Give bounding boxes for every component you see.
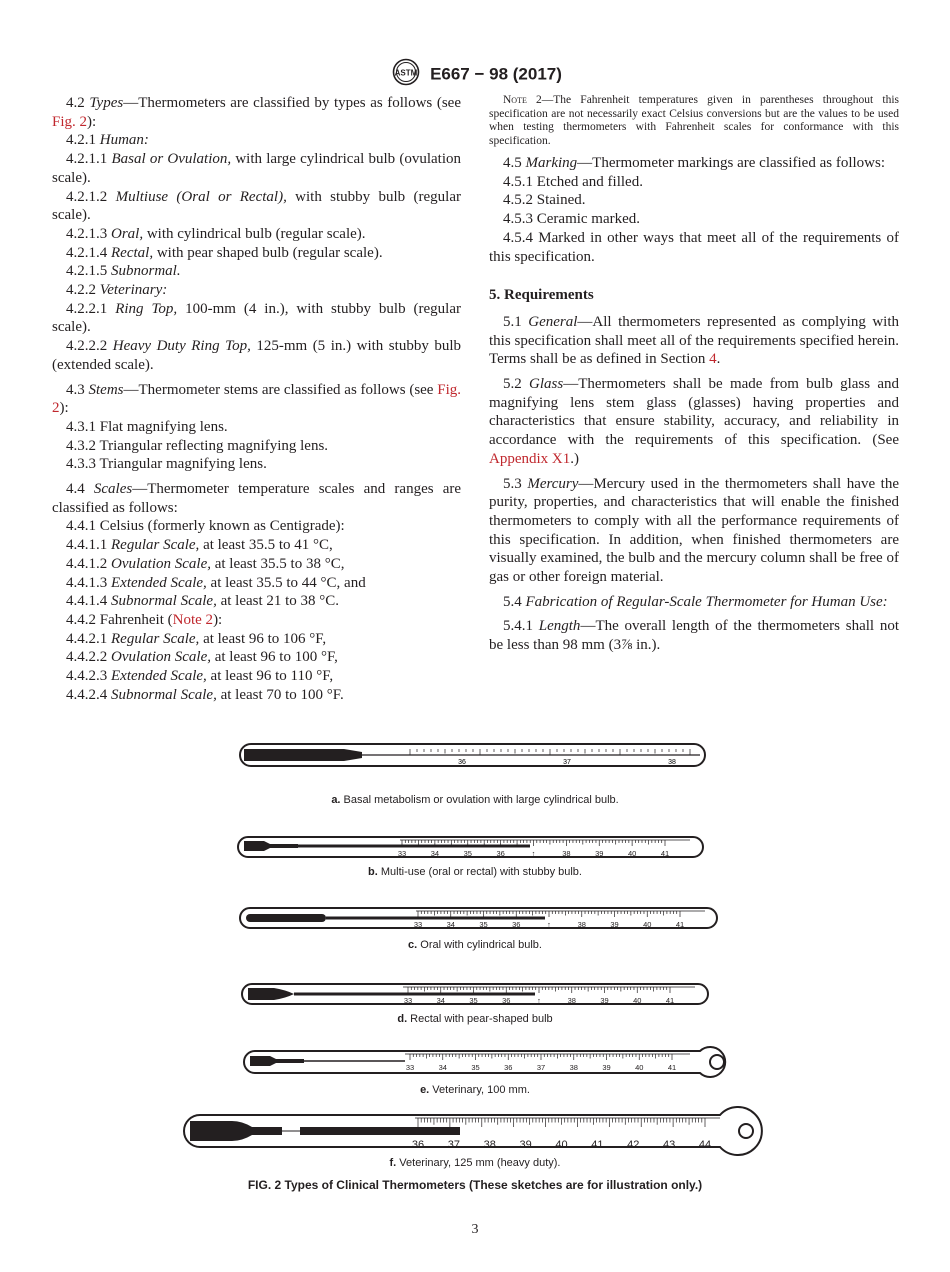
para-4-2-1-2: 4.2.1.2 Multiuse (Oral or Rectal), with stubby bulb (regular scale). [52, 188, 461, 224]
para-4-2-1-3: 4.2.1.3 Oral, with cylindrical bulb (regular scale). [66, 225, 366, 242]
thermometer-a [240, 744, 705, 766]
tick-label: 37 [447, 1139, 460, 1151]
para-4-3: 4.3 Stems—Thermometer stems are classified as follows (see Fig. 2): [52, 381, 461, 417]
tick-label: 36 [496, 849, 505, 858]
tick-label: 40 [555, 1139, 568, 1151]
tick-label: 38 [577, 920, 586, 929]
tick-label: 41 [660, 849, 670, 858]
tick-label: 37 [536, 1063, 546, 1072]
tick-label: 41 [675, 920, 685, 929]
para-5-4-1: 5.4.1 Length—The overall length of the thermometers shall not be less than 98 mm (3⅞ in.). [489, 618, 900, 654]
para-4-2-1-5: 4.2.1.5 Subnormal. [66, 263, 181, 280]
para-4-4-2-4: 4.4.2.4 Subnormal Scale, at least 70 to 100 °F. [66, 686, 344, 703]
tick-label: 35 [471, 1063, 480, 1072]
tick-label: 40 [627, 849, 637, 858]
para-4-2-1-1: 4.2.1.1 Basal or Ovulation, with large cylindrical bulb (ovulation scale). [52, 151, 462, 186]
para-4-5-4: 4.5.4 Marked in other ways that meet all of the requirements of this specification. [489, 229, 899, 265]
para-4-4-1-3: 4.4.1.3 Extended Scale, at least 35.5 to 44 °C, and [66, 574, 366, 591]
document-designation: E667 − 98 (2017) [430, 64, 562, 84]
caption-e: e. Veterinary, 100 mm. [420, 1084, 530, 1096]
para-4-2-1: 4.2.1 Human: [66, 132, 149, 149]
tick-label: 37 [563, 759, 571, 766]
tick-label: 40 [633, 996, 642, 1005]
para-4-2-2-1: 4.2.2.1 Ring Top, 100-mm (4 in.), with stubby bulb (regular scale). [52, 300, 462, 336]
tick-label: 39 [600, 996, 609, 1005]
para-4-4-1: 4.4.1 Celsius (formerly known as Centigrade): [66, 518, 345, 535]
tick-label: 34 [446, 920, 455, 929]
thermometer-c [240, 908, 717, 929]
tick-label: 40 [635, 1063, 644, 1072]
tick-label: 41 [591, 1139, 604, 1151]
para-4-2-2: 4.2.2 Veterinary: [66, 282, 168, 299]
note-2: Note 2—The Fahrenheit temperatures given in parentheses throughout this specification are not necessarily exact Celsius conversions but are the values to be used when testing thermometers with Fahrenheit scales for conformance with this specification. [489, 94, 899, 147]
page-number: 3 [471, 1222, 479, 1237]
tick-label: ↑ [531, 849, 536, 858]
para-4-2-2-2: 4.2.2.2 Heavy Duty Ring Top, 125-mm (5 in.) with stubby bulb (extended scale). [52, 338, 461, 373]
para-4-4-2-1: 4.4.2.1 Regular Scale, at least 96 to 106 °F, [66, 630, 327, 647]
page-header [0, 58, 950, 91]
para-5-2: 5.2 Glass—Thermometers shall be made from bulb glass and magnifying lens stem glass (glasses) having properties and characteristics that ensure stability, accuracy, and reliability in accordance with the requirements of this specification. (See Appendix X1.) [489, 376, 900, 467]
para-4-5-2: 4.5.2 Stained. [503, 192, 586, 209]
right-column [489, 94, 899, 655]
tick-label: 41 [667, 1063, 677, 1072]
tick-label: 33 [403, 996, 413, 1005]
appendix-x1-link[interactable]: Appendix X1 [489, 450, 571, 467]
thermometer-b [238, 837, 703, 858]
para-4-3-3: 4.3.3 Triangular magnifying lens. [66, 456, 267, 473]
tick-label: 36 [504, 1063, 513, 1072]
left-column [52, 94, 461, 705]
para-4-4-2-3: 4.4.2.3 Extended Scale, at least 96 to 110 °F, [66, 668, 334, 685]
tick-label: 36 [502, 996, 511, 1005]
para-4-5-3: 4.5.3 Ceramic marked. [503, 211, 641, 228]
tick-label: 42 [627, 1139, 640, 1151]
para-4-2: 4.2 Types—Thermometers are classified by types as follows (see Fig. 2): [52, 95, 461, 130]
tick-label: 38 [567, 996, 576, 1005]
tick-label: 39 [519, 1139, 532, 1151]
tick-label: 38 [668, 759, 676, 766]
para-4-4-1-2: 4.4.1.2 Ovulation Scale, at least 35.5 to 38 °C, [66, 555, 345, 572]
tick-label: 36 [458, 759, 466, 766]
para-4-4-1-1: 4.4.1.1 Regular Scale, at least 35.5 to 41 °C, [66, 537, 333, 554]
section-heading: 5. Requirements [489, 287, 594, 304]
caption-d: d. Rectal with pear-shaped bulb [397, 1013, 553, 1025]
para-4-3-2: 4.3.2 Triangular reflecting magnifying lens. [66, 437, 329, 454]
tick-label: ↑ [537, 996, 541, 1005]
tick-label: 41 [665, 996, 675, 1005]
para-4-4-1-4: 4.4.1.4 Subnormal Scale, at least 21 to 38 °C. [66, 593, 340, 610]
thermometer-d [242, 984, 708, 1005]
tick-label: 34 [436, 996, 445, 1005]
caption-a: a. Basal metabolism or ovulation with large cylindrical bulb. [331, 794, 619, 806]
para-4-5-1: 4.5.1 Etched and filled. [503, 173, 643, 190]
para-4-3-1: 4.3.1 Flat magnifying lens. [66, 418, 228, 435]
tick-label: 34 [430, 849, 440, 858]
tick-label: 33 [413, 920, 423, 929]
tick-label: 33 [397, 849, 407, 858]
tick-label: 39 [595, 849, 604, 858]
para-4-5: 4.5 Marking—Thermometer markings are classified as follows: [503, 155, 885, 171]
tick-label: 33 [405, 1063, 415, 1072]
section-4-link[interactable]: 4 [709, 351, 717, 368]
fig-2-link[interactable]: Fig. 2 [52, 113, 88, 130]
caption-f: f. Veterinary, 125 mm (heavy duty). [389, 1157, 561, 1169]
tick-label: 43 [663, 1139, 676, 1151]
thermometer-e [244, 1047, 725, 1077]
fig-2-link[interactable]: Fig. 2 [52, 381, 461, 417]
svg-text:ASTM: ASTM [394, 68, 418, 78]
tick-label: 39 [610, 920, 619, 929]
para-4-4-2-2: 4.4.2.2 Ovulation Scale, at least 96 to 100 °F, [66, 649, 338, 666]
tick-label: 38 [569, 1063, 578, 1072]
tick-label: 35 [469, 996, 478, 1005]
figure-title: FIG. 2 Types of Clinical Thermometers (These sketches are for illustration only.) [247, 1178, 703, 1192]
astm-logo [388, 58, 424, 91]
tick-label: 35 [479, 920, 488, 929]
tick-label: 38 [562, 849, 571, 858]
para-5-1: 5.1 General—All thermometers represented as complying with this specification shall meet all of the requirements specified herein. Terms shall be as defined in Section 4. [489, 313, 899, 368]
figure-2 [0, 730, 950, 1185]
tick-label: 36 [512, 920, 521, 929]
tick-label: ↑ [547, 920, 551, 929]
para-5-3: 5.3 Mercury—Mercury used in the thermometers shall have the purity, properties, and characteristics that will enable the finished thermometers to comply with all the performance requirements of this specification. In addition, when finished thermometers are visually examined, the bulb and the mercury column shall be free of gas or other foreign material. [489, 475, 899, 586]
note-2-link[interactable]: Note 2 [172, 611, 214, 628]
tick-label: 40 [643, 920, 652, 929]
caption-c: c. Oral with cylindrical bulb. [408, 939, 542, 951]
para-5-4: 5.4 Fabrication of Regular-Scale Thermometer for Human Use: [503, 593, 888, 610]
caption-b: b. Multi-use (oral or rectal) with stubby bulb. [368, 866, 582, 878]
thermometer-f [184, 1107, 762, 1155]
tick-label: 38 [483, 1139, 496, 1151]
tick-label: 36 [411, 1139, 425, 1151]
para-4-4: 4.4 Scales—Thermometer temperature scales and ranges are classified as follows: [52, 481, 461, 516]
tick-label: 35 [463, 849, 472, 858]
tick-label: 44 [698, 1139, 712, 1151]
para-4-2-1-4: 4.2.1.4 Rectal, with pear shaped bulb (regular scale). [66, 244, 383, 261]
para-4-4-2: 4.4.2 Fahrenheit (Note 2): [66, 611, 223, 628]
tick-label: 39 [602, 1063, 611, 1072]
tick-label: 34 [438, 1063, 447, 1072]
